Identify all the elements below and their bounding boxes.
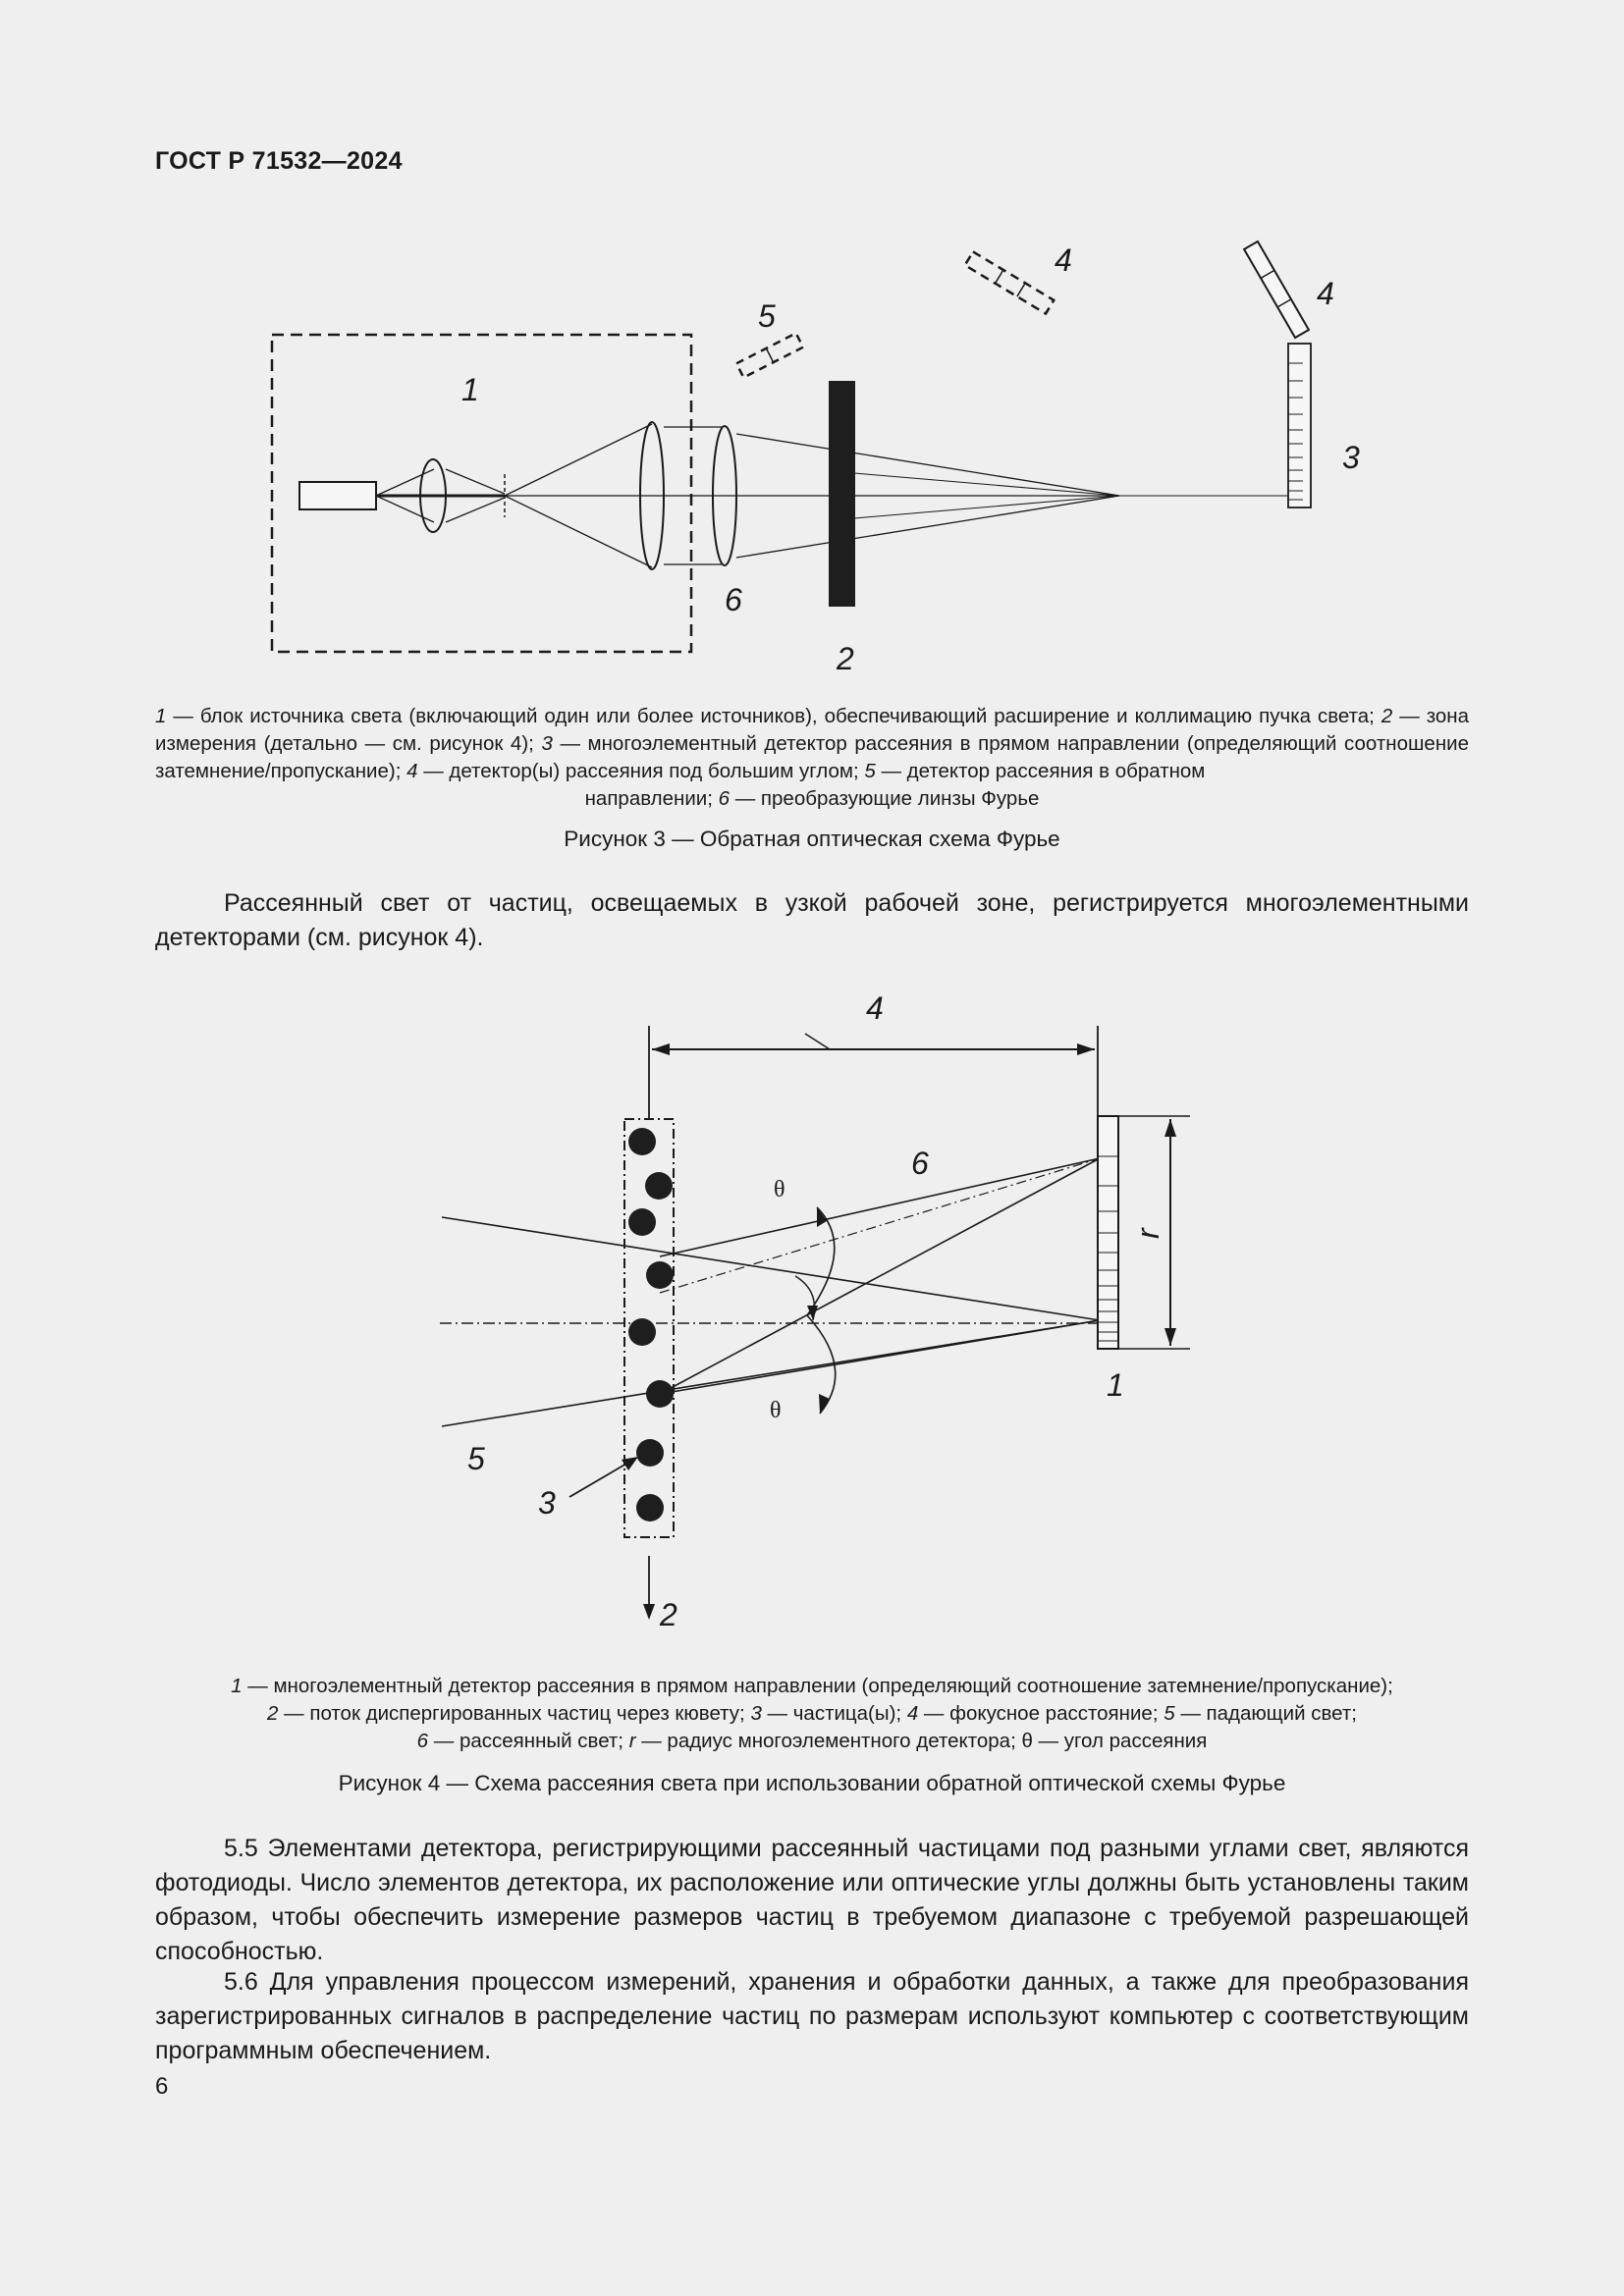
figure-3-legend [155,703,1469,813]
forward-detector [1098,1116,1118,1349]
paragraph-1: Рассеянный свет от частиц, освещаемых в узкой рабочей зоне, регистрируется многоэлементными детекторами (см. рисунок 4). [155,889,1469,951]
fig4-label-5: 5 [467,1441,485,1476]
legend-line: направлении; 6 — преобразующие линзы Фурье [584,787,1040,810]
fig3-label-6: 6 [725,582,742,617]
lamp [299,482,376,509]
fig4-theta-bottom: θ [770,1398,782,1423]
figure-4-diagram [432,982,1218,1639]
page-number: 6 [155,2073,169,2100]
paragraph-5-5: 5.5 Элементами детектора, регистрирующими рассеянный частицами под разными углами свет, являются фотодиоды. Число элементов детектора, их расположение или оптические углы должны быть установлены таким образом, чтобы обеспечить измерение размеров частиц в требуемом диапазоне с требуемой разрешающей способностью. [155,1835,1469,1965]
fig3-label-4-solid: 4 [1317,276,1334,311]
forward-detector [1288,344,1311,507]
measurement-zone [829,381,855,607]
legend-line: 1 — многоэлементный детектор рассеяния в прямом направлении (определяющий соотношение затемнение/пропускание); [231,1675,1393,1697]
document-header: ГОСТ Р 71532—2024 [155,147,403,175]
fig3-label-5: 5 [758,298,776,334]
fig3-label-4-dashed: 4 [1055,242,1072,278]
legend-line: 6 — рассеянный свет; r — радиус многоэлементного детектора; θ — угол рассеяния [416,1730,1208,1752]
fig4-label-3: 3 [538,1485,556,1521]
figure-3-caption: Рисунок 3 — Обратная оптическая схема Фурье [564,827,1060,851]
figure-4-svg [432,982,1218,1639]
fig3-label-2: 2 [837,641,854,676]
figure-4-legend [137,1673,1487,1755]
fig4-label-4: 4 [866,990,884,1026]
back-detector-dashed [736,333,803,377]
side-detector-dashed [965,251,1055,313]
fig4-theta-top: θ [774,1177,785,1202]
side-detector-solid [1244,241,1309,338]
legend-line: 2 — поток диспергированных частиц через кювету; 3 — частица(ы); 4 — фокусное расстояние; 5 — падающий свет; [267,1702,1357,1725]
figure-3-svg [255,226,1414,687]
fig4-label-2: 2 [660,1597,677,1632]
paragraph-5-6: 5.6 Для управления процессом измерений, хранения и обработки данных, а также для преобразования зарегистрированных сигналов в распределение частиц по размерам используют компьютер с соответствующим программным обеспечением. [155,1968,1469,2064]
figure-4-caption: Рисунок 4 — Схема рассеяния света при использовании обратной оптической схемы Фурье [338,1771,1286,1795]
legend-line: 1 — блок источника света (включающий один или более источников), обеспечивающий расширение и коллимацию пучка света; 2 — зона измерения (детально — см. рисунок 4); 3 — многоэлементный детектор рассеяния в прямом направлении (определяющий соотношение затемнение/пропускание); 4 — детектор(ы) рассеяния под большим углом; 5 — детектор рассеяния в обратном [155,705,1470,782]
figure-3-diagram [255,226,1414,687]
particles [628,1128,674,1522]
fig3-label-3: 3 [1342,440,1360,475]
fig4-label-r: r [1130,1228,1165,1239]
fig4-label-1: 1 [1107,1367,1124,1403]
fig3-label-1: 1 [461,372,479,407]
fig4-label-6: 6 [911,1146,929,1181]
